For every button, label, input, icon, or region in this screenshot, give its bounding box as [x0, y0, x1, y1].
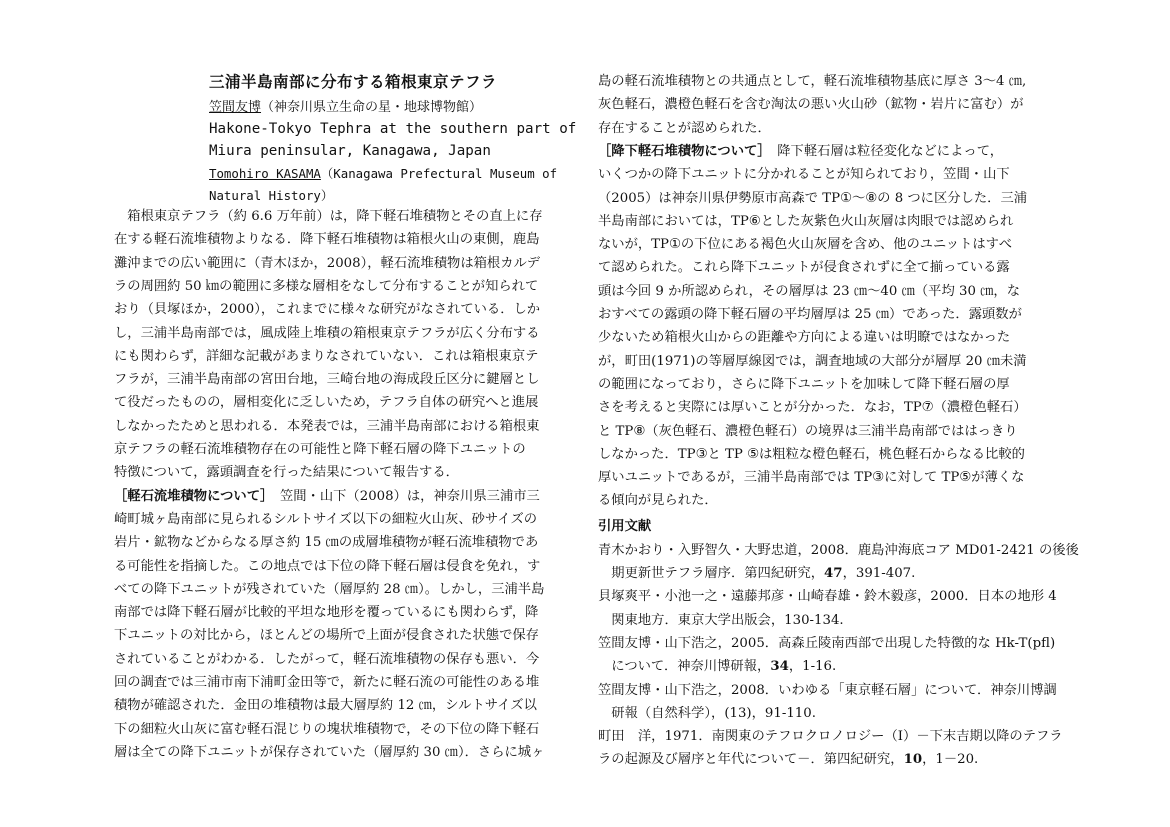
body-text: 島の軽石流堆積物との共通点として，軽石流堆積物基底に厚さ 3～4 ㎝,	[598, 74, 1027, 89]
body-text: と TP⑧（灰色軽石、濃橙色軽石）の境界は三浦半島南部でははっきり	[598, 423, 1018, 439]
body-text: 下の細粒火山灰に富む軽石混じりの塊状堆積物で，その下位の降下軽石	[114, 721, 540, 737]
body-text: て認められた。これら降下ユニットが侵食されずに全て揃っている露	[598, 260, 1010, 276]
body-text: 箱根東京テフラ（約 6.6 万年前）は，降下軽石堆積物とその直上に存	[114, 209, 543, 224]
body-line	[598, 425, 1018, 438]
reference-entry-line	[598, 730, 1063, 743]
author-en-name: Tomohiro KASAMA	[209, 166, 321, 181]
reference-text: 関東地方．東京大学出版会，130-134.	[598, 612, 844, 628]
body-text: いくつかの降下ユニットに分かれることが知られており，笠間・山下	[598, 167, 1010, 183]
reference-text: について．神奈川博研報，	[598, 659, 771, 675]
body-line	[598, 401, 1027, 414]
body-text: 京テフラの軽石流堆積物存在の可能性と降下軽石層の降下ユニットの	[114, 442, 526, 457]
body-line	[598, 471, 1024, 484]
section-heading-line	[114, 490, 540, 503]
reference-volume: 10	[903, 752, 923, 768]
body-line	[598, 261, 1010, 274]
body-text: 層は全ての降下ユニットが保存されていた（層厚約 30 ㎝）．さらに城ヶ	[114, 744, 545, 760]
body-text: 崎町城ヶ島南部に見られるシルトサイズ以下の細粒火山灰、砂サイズの	[114, 511, 538, 527]
reference-entry-line	[598, 660, 836, 673]
body-line	[598, 378, 1010, 391]
body-line	[598, 168, 1010, 181]
body-line	[598, 98, 1024, 111]
reference-entry-line	[598, 614, 844, 627]
paper-title-ja: 三浦半島南部に分布する箱根東京テフラ	[209, 73, 498, 91]
references-heading-line	[598, 520, 651, 533]
reference-text: 研報（自然科学），(13)，91-110.	[598, 705, 816, 721]
body-text: 積物が確認された．金田の堆積物は最大層厚約 12 ㎝，シルトサイズ以	[114, 698, 537, 714]
body-text: さを考えると実際には厚いことが分かった．なお，TP⑦（濃橙色軽石）	[598, 400, 1027, 416]
reference-entry-line	[598, 707, 816, 720]
reference-text: 期更新世テフラ層序．第四紀研究，	[598, 566, 825, 581]
body-text: しなかった．TP③と TP ⑤は粗粒な橙色軽石，桃色軽石からなる比較的	[598, 446, 1025, 462]
body-text: べての降下ユニットが残されていた（層厚約 28 ㎝）。しかし，三浦半島	[114, 581, 545, 597]
body-text: （2005）は神奈川県伊勢原市高森で TP①～⑧の 8 つに区分した．三浦	[598, 190, 1028, 206]
body-line	[598, 192, 1027, 205]
body-line	[114, 606, 538, 619]
body-text: 灰色軽石，濃橙色軽石を含む淘汰の悪い火山砂（鉱物・岩片に富む）が	[598, 97, 1024, 113]
reference-entry-line	[598, 544, 1079, 557]
body-line	[114, 350, 538, 363]
reference-volume: 34	[770, 659, 789, 675]
body-line	[114, 676, 539, 689]
body-text: しなかったためと思われる．本発表では，三浦半島南部における箱根東	[114, 418, 540, 434]
body-text: 灘沖までの広い範囲に（青木ほか，2008），軽石流堆積物は箱根カルデ	[114, 255, 541, 271]
body-text: 半島南部においては，TP⑥とした灰紫色火山灰層は肉眼では認められ	[598, 213, 1014, 229]
body-line	[114, 420, 540, 433]
body-line	[598, 308, 1022, 321]
body-line	[114, 303, 540, 316]
section-heading-line	[598, 145, 1003, 158]
author-ja-affiliation: （神奈川県立生命の星・地球博物館）	[261, 100, 483, 115]
body-text: 回の調査では三浦市南下浦町金田等で，新たに軽石流の可能性のある堆	[114, 675, 540, 690]
paper-title-en-line: Miura peninsular, Kanagawa, Japan	[209, 143, 491, 159]
body-text: おり（貝塚ほか，2000），これまでに様々な研究がなされている．しか	[114, 302, 541, 318]
body-line	[114, 327, 540, 340]
section-heading: ［軽石流堆積物について］	[114, 488, 267, 504]
author-ja	[209, 96, 482, 115]
reference-text: ，1-16.	[788, 659, 837, 675]
body-line	[114, 653, 539, 666]
body-line	[114, 746, 544, 759]
reference-text: 笠間友博・山下浩之，2008．いわゆる「東京軽石層」について．神奈川博調	[598, 682, 1057, 698]
body-line	[598, 122, 771, 135]
body-text: 南部では降下軽石層が比較的平坦な地形を覆っているにも関わらず，降	[114, 605, 539, 621]
body-line	[114, 443, 526, 456]
body-line	[114, 583, 544, 596]
body-line	[114, 257, 540, 270]
reference-text: 貝塚爽平・小池一之・遠藤邦彦・山崎春雄・鈴木毅彦，2000．日本の地形 4	[598, 589, 1057, 605]
body-text: し，三浦半島南部では，風成陸上堆積の箱根東京テフラが広く分布する	[114, 325, 540, 341]
body-line	[114, 629, 539, 642]
reference-entry-line	[598, 753, 978, 766]
body-text: 下ユニットの対比から，ほとんどの場所で上面が侵食された状態で保存	[114, 628, 539, 644]
body-text: ラの周囲約 50 ㎞の範囲に多様な層相をなして分布することが知られて	[114, 278, 539, 294]
body-line	[114, 560, 540, 573]
body-line	[598, 331, 1010, 344]
body-line	[598, 238, 1012, 251]
body-text: る傾向が見られた．	[598, 493, 718, 509]
body-text: が，町田(1971)の等層厚線図では，調査地域の大部分が層厚 20 ㎝未満	[598, 353, 1027, 369]
author-en-affiliation: Natural History）	[209, 188, 334, 203]
body-text: 厚いユニットであるが，三浦半島南部では TP③に対して TP⑤が薄くな	[598, 470, 1025, 486]
body-text: されていることがわかる．したがって，軽石流堆積物の保存も悪い．今	[114, 651, 540, 667]
body-line	[598, 75, 1026, 88]
body-line	[598, 448, 1025, 461]
body-line	[114, 233, 540, 246]
author-ja-name: 笠間友博	[209, 100, 262, 115]
body-line	[114, 373, 540, 386]
body-line	[598, 285, 1020, 298]
body-text: 特徴について，露頭調査を行った結果について報告する．	[114, 465, 459, 481]
body-text: 笠間・山下（2008）は，神奈川県三浦市三	[266, 488, 540, 504]
body-line	[598, 215, 1013, 228]
body-text: ないが，TP①の下位にある褐色火山灰層を含め、他のユニットはすべ	[598, 237, 1013, 253]
body-line	[114, 513, 537, 526]
reference-text: ，1－20.	[922, 752, 979, 768]
reference-entry-line	[598, 567, 915, 580]
body-line	[114, 536, 538, 549]
body-text: 岩片・鉱物などからなる厚さ約 15 ㎝の成層堆積物が軽石流堆積物であ	[114, 535, 539, 551]
body-text: 頭は今回 9 か所認められ，その層厚は 23 ㎝～40 ㎝（平均 30 ㎝，な	[598, 283, 1021, 299]
body-line	[114, 210, 543, 223]
body-text: 少ないため箱根火山からの距離や方向による違いは明瞭ではなかった	[598, 330, 1011, 346]
reference-text: ，391-407.	[842, 566, 916, 581]
paper-title-en	[209, 118, 576, 162]
body-line	[114, 699, 537, 712]
body-line	[598, 355, 1027, 368]
body-text: フラが，三浦半島南部の宮田台地，三崎台地の海成段丘区分に鍵層とし	[114, 372, 540, 388]
body-text: 在する軽石流堆積物よりなる．降下軽石堆積物は箱根火山の東側，鹿島	[114, 232, 540, 248]
reference-entry-line	[598, 684, 1057, 697]
author-en	[209, 163, 557, 207]
reference-text: 笠間友博・山下浩之，2005．高森丘陵南西部で出現した特徴的な Hk-T(pfl)	[598, 635, 1056, 651]
body-line	[114, 723, 539, 736]
section-heading: ［降下軽石堆積物について］	[598, 143, 764, 159]
paper-title-en-line: Hakone-Tokyo Tephra at the southern part of	[209, 121, 577, 137]
body-line	[598, 494, 718, 507]
body-text: おすべての露頭の降下軽石層の平均層厚は 25 ㎝）であった．露頭数が	[598, 307, 1022, 322]
reference-volume: 47	[824, 566, 843, 581]
author-en-affiliation: （Kanagawa Prefectural Museum of	[320, 166, 558, 181]
body-text: て役だったものの，層相変化に乏しいため，テフラ自体の研究へと進展	[114, 395, 539, 411]
body-line	[114, 280, 538, 293]
reference-text: 町田 洋，1971．南関東のテフロクロノロジー（Ⅰ）－下末吉期以降のテフラ	[598, 729, 1063, 745]
reference-text: ラの起源及び層序と年代について－．第四紀研究，	[598, 752, 904, 768]
body-text: の範囲になっており，さらに降下ユニットを加味して降下軽石層の厚	[598, 376, 1010, 392]
body-text: 降下軽石層は粒径変化などによって，	[763, 143, 1004, 159]
body-text: る可能性を指摘した。この地点では下位の降下軽石層は侵食を免れ，す	[114, 558, 541, 574]
reference-text: 青木かおり・入野智久・大野忠道，2008．鹿島沖海底コア MD01-2421 の後後	[598, 542, 1079, 558]
body-line	[114, 396, 538, 409]
body-line	[114, 466, 459, 479]
body-text: にも関わらず，詳細な記載があまりなされていない．これは箱根東京テ	[114, 348, 539, 364]
body-text: 存在することが認められた．	[598, 120, 771, 136]
reference-entry-line	[598, 637, 1055, 650]
reference-entry-line	[598, 590, 1057, 603]
references-heading: 引用文献	[598, 518, 652, 534]
